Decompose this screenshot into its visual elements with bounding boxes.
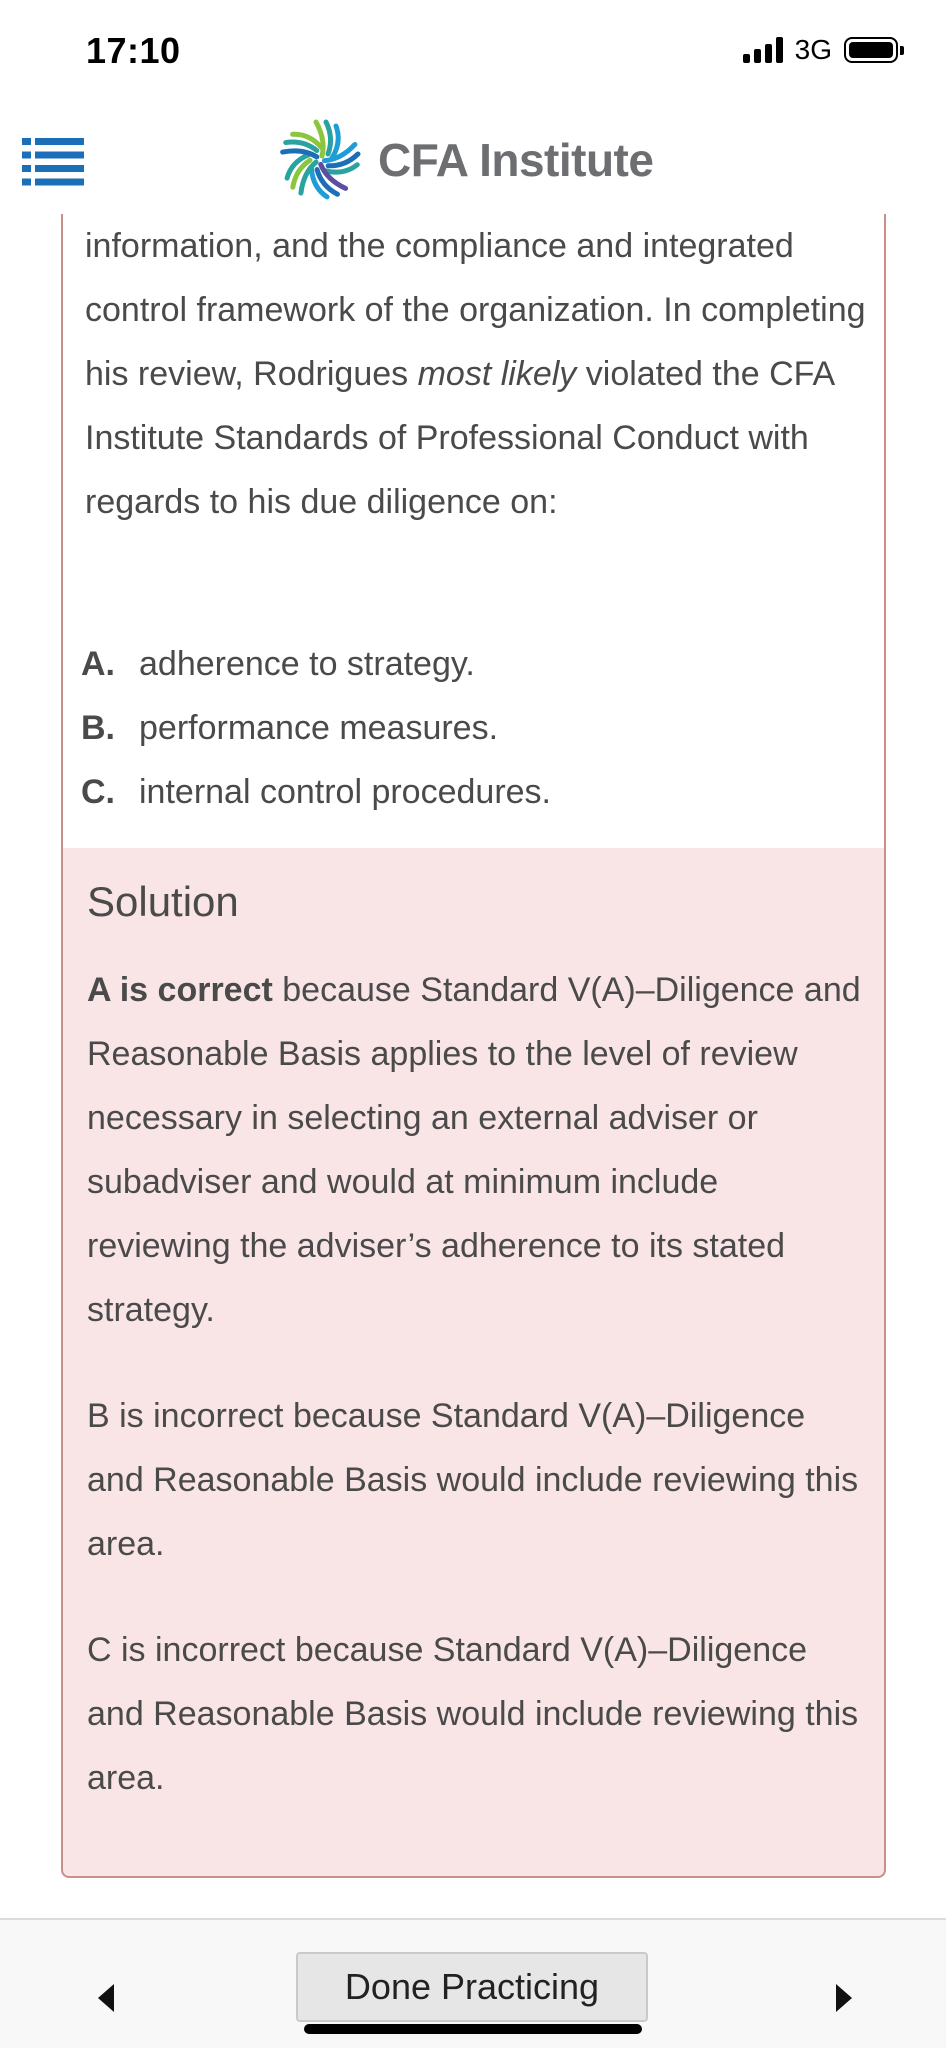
signal-strength-icon	[743, 37, 783, 63]
answer-options	[81, 632, 871, 824]
option-text: internal control procedures.	[139, 773, 552, 811]
question-text-part1: information, and the compliance and integrated control framework of the organization. In completing his review, Rodrigues	[85, 227, 866, 393]
logo-text: CFA Institute	[378, 134, 654, 186]
option-text: performance measures.	[139, 709, 499, 747]
option-text: adherence to strategy.	[139, 645, 475, 683]
option-letter: B.	[81, 709, 115, 747]
question-text-part2: violated the CFA Institute Standards of Professional Conduct with regards to his due diligence on:	[85, 355, 834, 521]
option-a[interactable]	[81, 632, 871, 696]
list-menu-icon[interactable]	[22, 138, 84, 186]
question-text	[85, 214, 875, 534]
cfa-logo-mark-icon	[278, 118, 362, 202]
triangle-left-icon[interactable]	[90, 1978, 120, 2018]
status-bar	[0, 0, 946, 100]
option-b[interactable]	[81, 696, 871, 760]
correct-answer-lead: A is correct	[87, 971, 273, 1009]
app-header	[0, 100, 946, 214]
question-emphasis: most likely	[417, 355, 577, 393]
option-c[interactable]	[81, 760, 871, 824]
cfa-logo	[278, 118, 653, 202]
question-card	[61, 214, 886, 850]
triangle-right-icon[interactable]	[830, 1978, 860, 2018]
solution-card	[61, 848, 886, 1878]
status-time: 17:10	[86, 30, 181, 71]
correct-answer-rest: because Standard V(A)–Diligence and Reasonable Basis applies to the level of review necessary in selecting an external adviser or subadviser and would at minimum include reviewing the adviser’s adherence to its stated strategy.	[87, 971, 861, 1329]
option-letter: A.	[81, 645, 115, 683]
network-type: 3G	[794, 34, 832, 65]
done-practicing-button[interactable]: Done Practicing	[296, 1952, 648, 2022]
bottom-toolbar	[0, 1918, 946, 2048]
solution-correct-explanation	[87, 958, 867, 1342]
battery-icon	[844, 37, 898, 63]
status-indicators	[743, 34, 898, 66]
solution-title: Solution	[87, 878, 239, 925]
option-letter: C.	[81, 773, 115, 811]
solution-c-explanation: C is incorrect because Standard V(A)–Diligence and Reasonable Basis would include reviewing this area.	[87, 1631, 859, 1797]
solution-b-explanation: B is incorrect because Standard V(A)–Diligence and Reasonable Basis would include reviewing this area.	[87, 1397, 859, 1563]
home-indicator	[304, 2024, 642, 2034]
